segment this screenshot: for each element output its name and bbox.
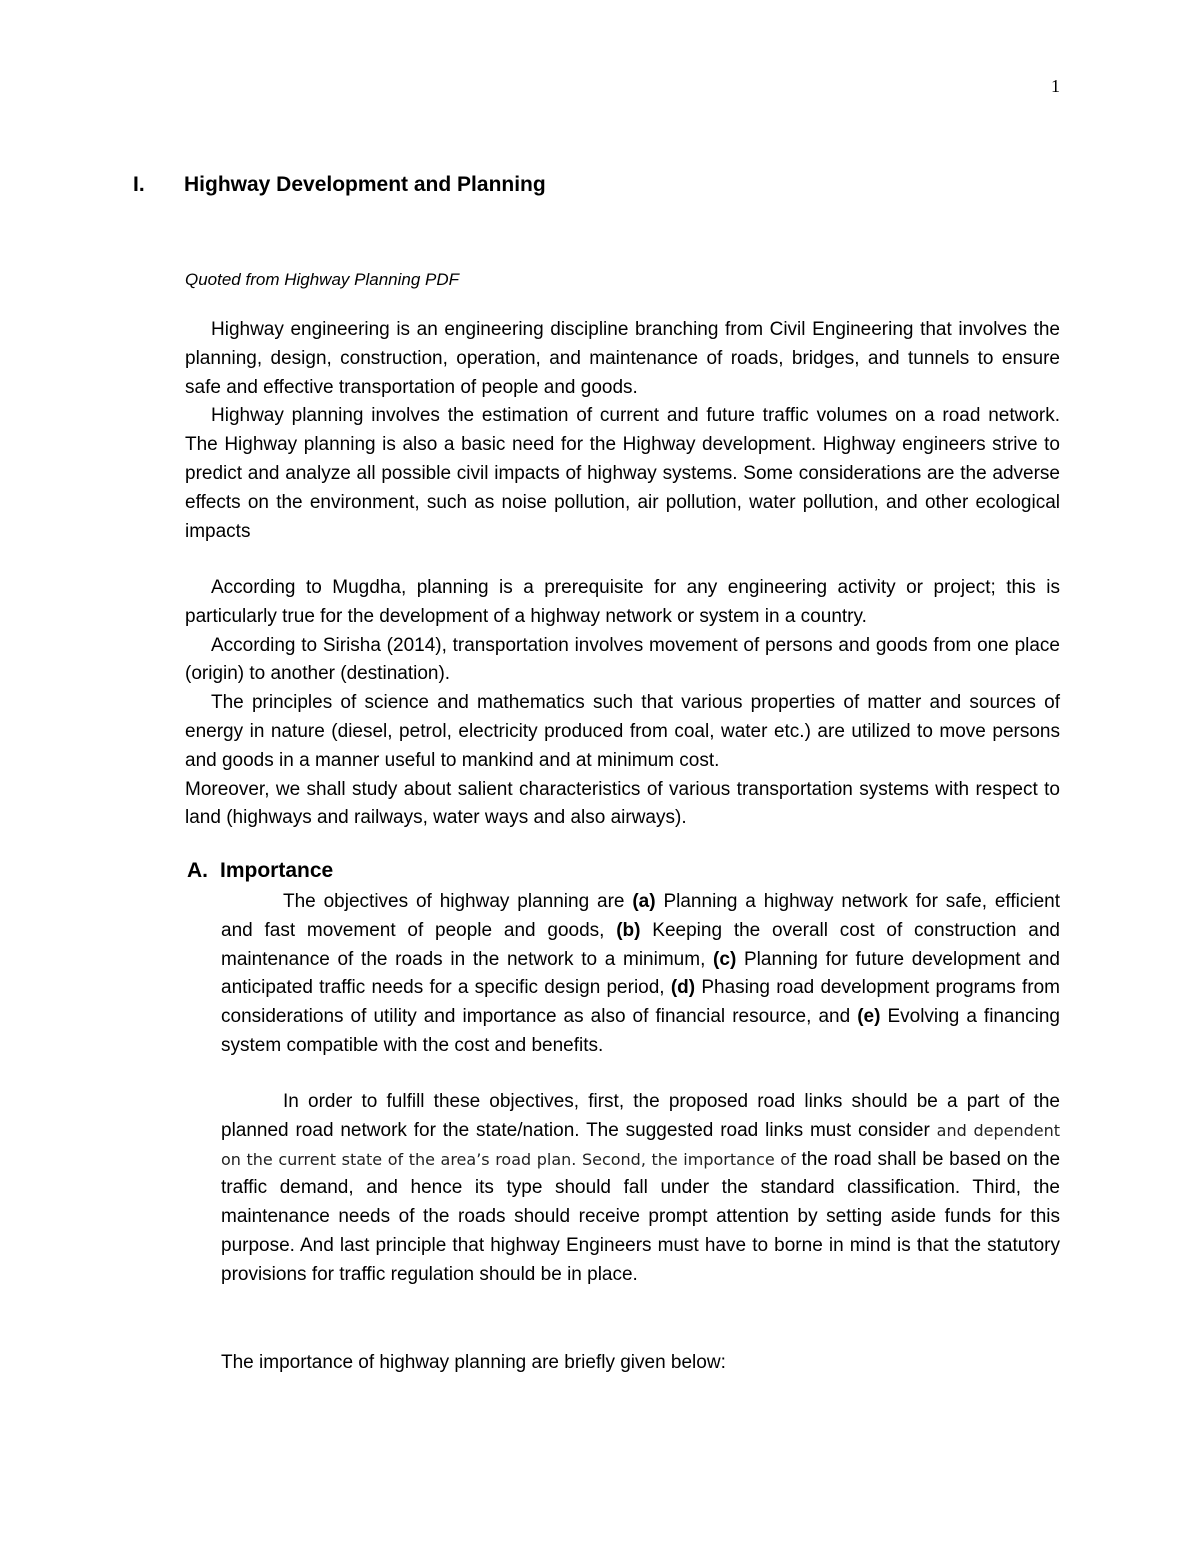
objective-text: Planning a highway network for safe, efficient and fast movement of people and goods, — [221, 891, 1060, 941]
paragraph: According to Sirisha (2014), transportation involves movement of persons and goods from one place (origin) to another (destination). — [185, 634, 1060, 685]
definition-paragraphs — [185, 574, 1060, 833]
paragraph: Moreover, we shall study about salient characteristics of various transportation systems with respect to land (highways and railways, water ways and also airways). — [185, 778, 1060, 829]
fulfill-paragraph — [221, 1088, 1060, 1290]
objectives-intro: The objectives of highway planning are — [283, 891, 633, 912]
paragraph: According to Mugdha, planning is a prerequisite for any engineering activity or project; this is particularly true for the development of a highway network or system in a country. — [185, 577, 1060, 627]
objective-marker: (c) — [713, 948, 737, 970]
fulfill-text: In order to fulfill these objectives, first, the proposed road links should be a part of the planned road network for the state/nation. The suggested road links must consider — [221, 1091, 1060, 1141]
paragraph — [221, 1088, 1060, 1290]
subsection-title: Importance — [220, 859, 334, 882]
section-heading — [133, 172, 546, 198]
objective-text: Evolving a financing system compatible with the cost and benefits. — [221, 1006, 1060, 1056]
objective-marker: (a) — [632, 891, 656, 912]
intro-paragraphs — [185, 316, 1060, 546]
objective-marker: (d) — [670, 977, 696, 999]
subsection-letter: A. — [187, 859, 208, 882]
section-numeral: I. — [133, 173, 145, 196]
objective-text: Keeping the overall cost of construction and maintenance of the roads in the network to a minimum, — [221, 919, 1060, 970]
fulfill-text: the road shall be based on the traffic demand, and hence its type should fall under the standard classification. Third, the maintenance needs of the roads should receive prompt attention by setting aside funds for this purpose. And last principle that highway Engineers must have to borne in mind is that the statutory provisions for traffic regulation should be in place. — [221, 1148, 1061, 1285]
importance-intro: The importance of highway planning are briefly given below: — [221, 1352, 726, 1373]
subsection-heading — [187, 858, 333, 884]
objective-marker: (b) — [616, 919, 641, 941]
objective-text: Phasing road development programs from considerations of utility and importance as also of financial resource, and — [221, 977, 1060, 1028]
objective-text: Planning for future development and anticipated traffic needs for a specific design period, — [221, 948, 1060, 999]
paragraph: The principles of science and mathematics such that various properties of matter and sources of energy in nature (diesel, petrol, electricity produced from coal, water etc.) are utilized to move persons and goods in a manner useful to mankind and at minimum cost. — [185, 692, 1060, 771]
objective-marker: (e) — [857, 1006, 881, 1028]
paragraph — [221, 888, 1060, 1061]
page-number: 1 — [1051, 76, 1060, 96]
paragraph: Highway engineering is an engineering discipline branching from Civil Engineering that involves the planning, design, construction, operation, and maintenance of roads, bridges, and tunnels to ensure safe and effective transportation of people and goods. — [185, 319, 1060, 398]
objectives-paragraph — [221, 888, 1060, 1061]
paragraph: Highway planning involves the estimation of current and future traffic volumes on a road network. The Highway planning is also a basic need for the Highway development. Highway engineers strive to predict and analyze all possible civil impacts of highway systems. Some considerations are the adverse effects on the environment, such as noise pollution, air pollution, water pollution, and other ecological impacts — [185, 405, 1060, 542]
fulfill-text-alt-font: and dependent on the current state of the area’s road plan. Second, the importance of — [221, 1120, 1060, 1169]
source-note: Quoted from Highway Planning PDF — [185, 270, 460, 289]
section-title: Highway Development and Planning — [184, 173, 546, 196]
